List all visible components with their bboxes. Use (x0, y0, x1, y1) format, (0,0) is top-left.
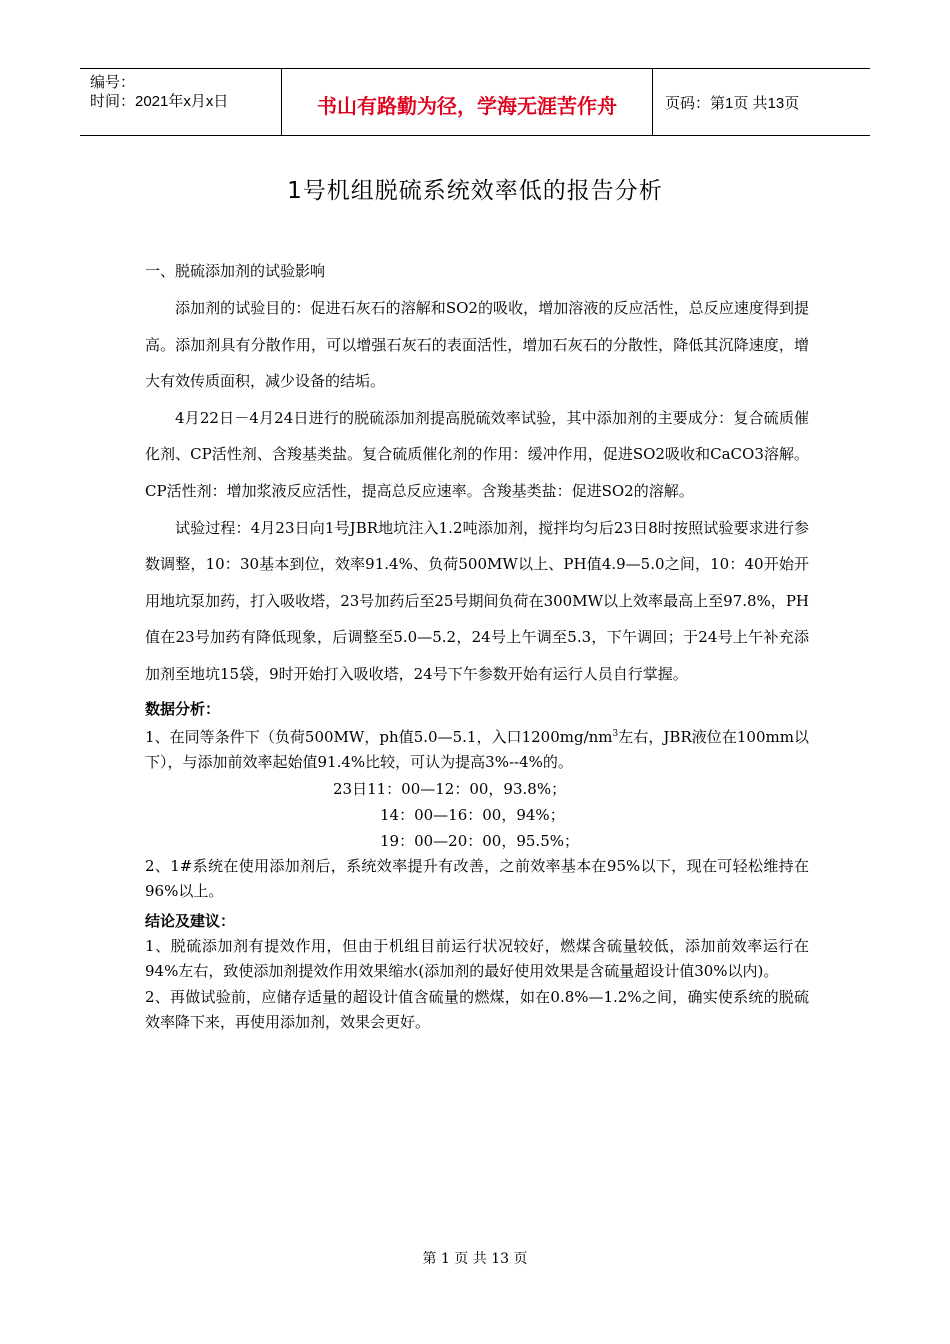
time-record-line: 14：00—16：00，94%； (380, 805, 565, 824)
document-number-label: 编号： (90, 74, 136, 91)
section-heading: 一、脱硫添加剂的试验影响 (145, 262, 326, 280)
header-motto: 书山有路勤为径，学海无涯苦作舟 (281, 69, 653, 135)
header-page-info: 页码：第1页 共13页 (665, 94, 800, 112)
header-meta (80, 69, 281, 135)
conclusion-item-2: 2、再做试验前，应储存适量的超设计值含硫量的燃煤，如在0.8%—1.2%之间，确实使系统的脱硫效率降下来，再使用添加剂，效果会更好。 (145, 987, 809, 1032)
document-date: 时间：2021年x月x日 (90, 93, 229, 110)
conclusion-item-1: 1、脱硫添加剂有提效作用，但由于机组目前运行状况较好，燃煤含硫量较低，添加前效率运行在94%左右，致使添加剂提效作用效果缩水(添加剂的最好使用效果是含硫量超设计值30%以内)。 (145, 936, 809, 981)
analysis-heading: 数据分析： (145, 699, 221, 718)
analysis-item-1-post: 左右，JBR液位在100mm以下），与添加前效率起始值91.4%比较，可认为提高3%--4%的。 (145, 727, 809, 772)
analysis-item-1-pre: 1、在同等条件下（负荷500MW，ph值5.0—5.1，入口1200mg/nm (145, 727, 613, 746)
analysis-item-1 (145, 722, 809, 776)
time-record-line: 19：00—20：00，95.5%； (380, 831, 579, 850)
document-body (145, 257, 809, 1036)
time-record-line: 23日11：00—12：00，93.8%； (333, 779, 567, 798)
paragraph: 4月22日－4月24日进行的脱硫添加剂提高脱硫效率试验，其中添加剂的主要成分：复合硫质催化剂、CP活性剂、含羧基类盐。复合硫质催化剂的作用：缓冲作用，促进SO2吸收和CaCO3溶解。CP活性剂：增加浆液反应活性，提高总反应速率。含羧基类盐：促进SO2的溶解。 (145, 408, 809, 500)
page-header (80, 68, 870, 136)
conclusion-heading: 结论及建议： (145, 911, 236, 930)
page-footer: 第 1 页 共 13 页 (422, 1251, 528, 1267)
document-title: 1号机组脱硫系统效率低的报告分析 (287, 178, 663, 204)
paragraph: 添加剂的试验目的：促进石灰石的溶解和SO2的吸收，增加溶液的反应活性，总反应速度得到提高。添加剂具有分散作用，可以增强石灰石的表面活性，增加石灰石的分散性，降低其沉降速度，增大有效传质面积，减少设备的结垢。 (145, 299, 809, 391)
superscript: 3 (612, 728, 619, 739)
paragraph: 试验过程：4月23日向1号JBR地坑注入1.2吨添加剂，搅拌均匀后23日8时按照试验要求进行参数调整，10：30基本到位，效率91.4%、负荷500MW以上、PH值4.9—5.0之间，10：40开始开用地坑泵加药，打入吸收塔，23号加药后至25号期间负荷在300MW以上效率最高上至97.8%，PH值在23号加药有降低现象，后调整至5.0—5.2，24号上午调至5.3，下午调回；于24号上午补充添加剂至地坑15袋，9时开始打入吸收塔，24号下午参数开始有运行人员自行掌握。 (145, 518, 809, 683)
analysis-item-2: 2、1#系统在使用添加剂后，系统效率提升有改善，之前效率基本在95%以下，现在可轻松维持在96%以上。 (145, 856, 809, 901)
